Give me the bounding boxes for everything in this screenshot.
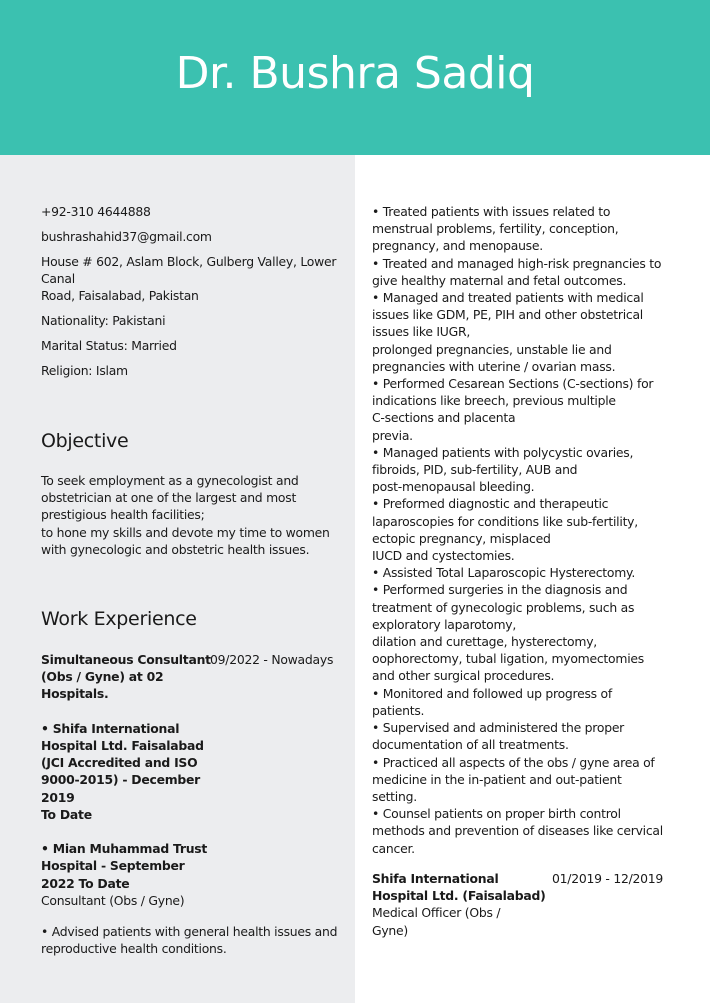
header-banner — [0, 0, 710, 155]
duty-line: fibroids, PID, sub-fertility, AUB and — [372, 462, 578, 478]
duty-line: menstrual problems, fertility, conception, — [372, 221, 619, 237]
duty-line: documentation of all treatments. — [372, 737, 569, 753]
email: bushrashahid37@gmail.com — [41, 229, 212, 244]
objective-heading: Objective — [41, 430, 129, 452]
job-title-line: Shifa International — [372, 871, 499, 886]
duty-line: • Managed and treated patients with medical — [372, 290, 644, 306]
duty-line: give healthy maternal and fetal outcomes. — [372, 272, 627, 288]
hospital-line: 2019 — [41, 789, 75, 805]
duty-line: prolonged pregnancies, unstable lie and — [372, 341, 612, 357]
job-title-line: Hospitals. — [41, 686, 109, 702]
duty-line: previa. — [372, 427, 413, 443]
duty-line: • Practiced all aspects of the obs / gyne area of — [372, 754, 655, 770]
duty-line: C-sections and placenta — [372, 410, 516, 426]
job-entry — [41, 651, 341, 909]
contact-info — [41, 203, 341, 387]
objective-text — [41, 472, 341, 558]
objective-line: To seek employment as a gynecologist and — [41, 473, 299, 488]
job-date: 09/2022 - Nowadays — [210, 652, 334, 667]
duty-line: issues like IUGR, — [372, 324, 471, 340]
objective-line: obstetrician at one of the largest and most — [41, 490, 297, 506]
duty-line: laparoscopies for conditions like sub-fertility, — [372, 513, 638, 529]
duty-line: IUCD and cystectomies. — [372, 548, 515, 564]
duty-line: • Performed Cesarean Sections (C-sections) for — [372, 376, 654, 392]
duty-line: pregnancy, and menopause. — [372, 238, 543, 254]
religion: Religion: Islam — [41, 363, 128, 379]
hospital-line: 9000-2015) - December — [41, 772, 201, 788]
duty-line: medicine in the in-patient and out-patient — [372, 771, 622, 787]
duty-line: post-menopausal bleeding. — [372, 479, 535, 495]
duty-line: • Supervised and administered the proper — [372, 720, 625, 736]
job-title-line: (Obs / Gyne) at 02 — [41, 669, 164, 685]
hospital-line: • Shifa International — [41, 720, 180, 736]
duty-line: exploratory laparotomy, — [372, 616, 517, 632]
hospital-line: Hospital Ltd. Faisalabad — [41, 738, 204, 753]
hospital-line: To Date — [41, 806, 92, 822]
candidate-name: Dr. Bushra Sadiq — [175, 48, 535, 99]
hospital-line: Hospital - September — [41, 858, 185, 874]
duty-line: treatment of gynecologic problems, such as — [372, 599, 635, 615]
job-entry — [372, 870, 702, 939]
hospital-line: 2022 To Date — [41, 875, 130, 891]
duty-line: cancer. — [372, 840, 415, 856]
hospital-line: (JCI Accredited and ISO — [41, 755, 198, 771]
duty-line: • Preformed diagnostic and therapeutic — [372, 496, 609, 512]
job-role-line: Medical Officer (Obs / — [372, 905, 501, 921]
address-line: Canal — [41, 271, 75, 287]
address — [41, 253, 341, 305]
nationality: Nationality: Pakistani — [41, 313, 166, 329]
job-title-line: Hospital Ltd. (Faisalabad) — [372, 888, 546, 904]
left-column — [0, 155, 355, 1003]
job-role: Consultant (Obs / Gyne) — [41, 892, 185, 908]
duty-line: • Managed patients with polycystic ovaries, — [372, 444, 634, 460]
duty-line: • Advised patients with general health issues and — [41, 924, 338, 939]
job-role-line: Gyne) — [372, 922, 408, 938]
job-duties — [372, 203, 702, 857]
job-duties-start — [41, 923, 341, 957]
duty-line: • Monitored and followed up progress of — [372, 685, 612, 701]
duty-line: • Treated patients with issues related to — [372, 204, 611, 219]
job-date: 01/2019 - 12/2019 — [552, 871, 664, 886]
hospital-line: • Mian Muhammad Trust — [41, 841, 208, 857]
duty-line: methods and prevention of diseases like cervical — [372, 823, 663, 839]
duty-line: issues like GDM, PE, PIH and other obstetrical — [372, 307, 643, 323]
duty-line: • Assisted Total Laparoscopic Hysterectomy. — [372, 565, 636, 581]
duty-line: dilation and curettage, hysterectomy, — [372, 634, 597, 650]
duty-line: ectopic pregnancy, misplaced — [372, 530, 551, 546]
duty-line: reproductive health conditions. — [41, 941, 227, 957]
objective-line: with gynecologic and obstetric health issues. — [41, 541, 310, 557]
duty-line: setting. — [372, 788, 417, 804]
address-line: House # 602, Aslam Block, Gulberg Valley, Lower — [41, 254, 337, 269]
marital-status: Marital Status: Married — [41, 338, 177, 354]
duty-line: pregnancies with uterine / ovarian mass. — [372, 358, 616, 374]
right-column — [355, 155, 710, 1003]
work-experience-heading: Work Experience — [41, 608, 197, 630]
objective-line: to hone my skills and devote my time to women — [41, 524, 330, 540]
address-line: Road, Faisalabad, Pakistan — [41, 288, 199, 304]
duty-line: • Counsel patients on proper birth control — [372, 806, 621, 822]
duty-line: oophorectomy, tubal ligation, myomectomies — [372, 651, 644, 667]
duty-line: patients. — [372, 702, 425, 718]
objective-line: prestigious health facilities; — [41, 507, 205, 523]
duty-line: • Treated and managed high-risk pregnancies to — [372, 255, 662, 271]
job-title-line: Simultaneous Consultant — [41, 652, 211, 667]
phone: +92-310 4644888 — [41, 204, 151, 219]
duty-line: and other surgical procedures. — [372, 668, 555, 684]
duty-line: • Performed surgeries in the diagnosis and — [372, 582, 628, 598]
duty-line: indications like breech, previous multiple — [372, 393, 616, 409]
